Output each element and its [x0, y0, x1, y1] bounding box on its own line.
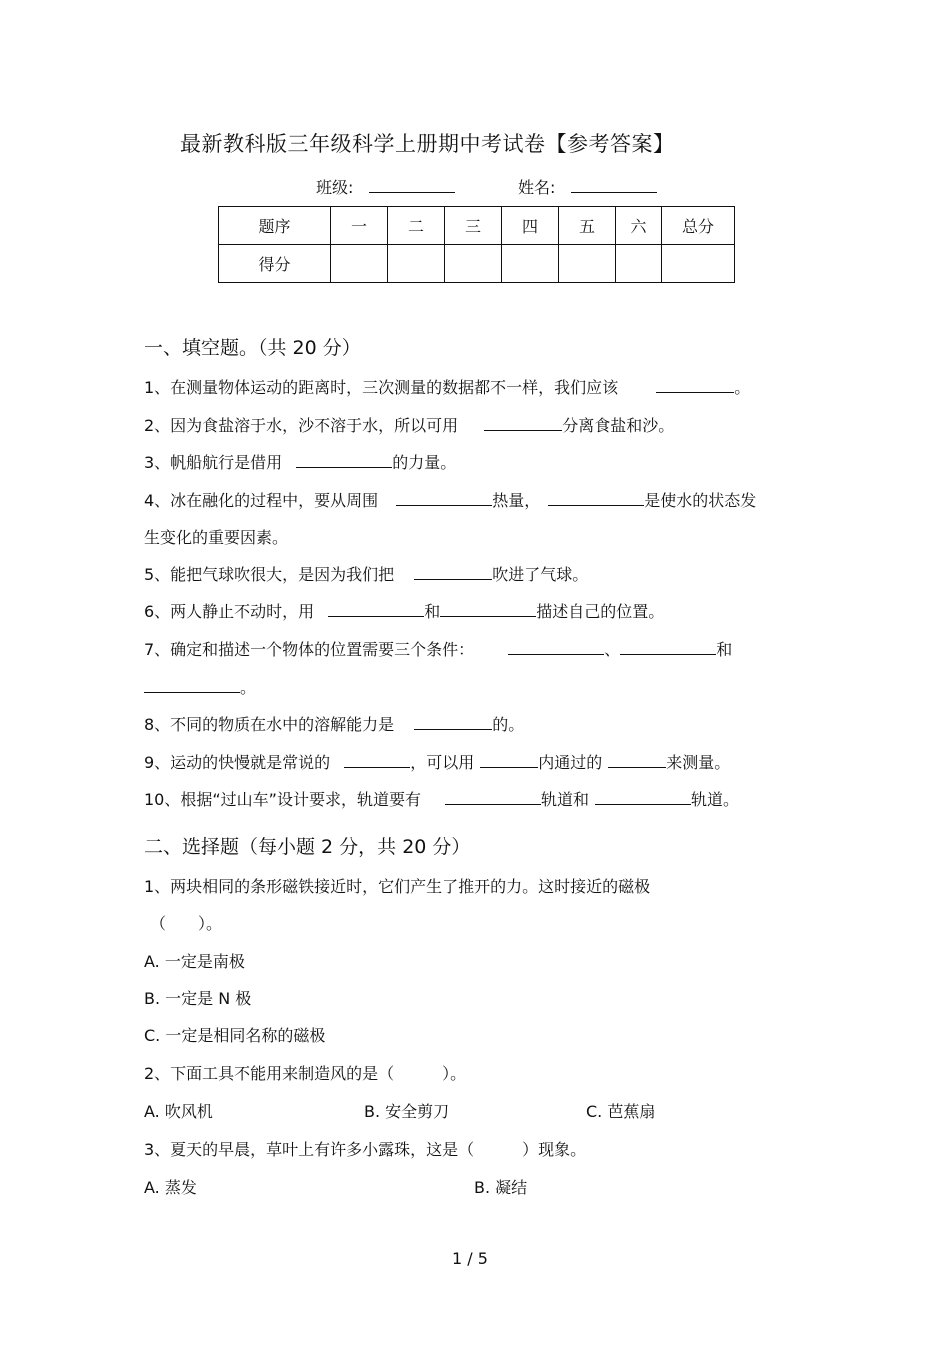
class-field	[316, 175, 455, 198]
question-5: 5、能把气球吹很大，是因为我们把 吹进了气球。	[144, 565, 589, 584]
section-heading-multiple-choice: 二、选择题（每小题 2 分，共 20 分）	[144, 836, 471, 858]
score-table-header-row	[219, 207, 735, 245]
mc-question-1-option-a[interactable]: A. 一定是南极	[144, 952, 245, 971]
answer-blank	[608, 753, 666, 768]
score-header-cell: 总分	[662, 207, 735, 245]
mc-question-3-stem: 3、夏天的早晨，草叶上有许多小露珠，这是（ ）现象。	[144, 1140, 587, 1159]
mc-question-1-answer-paren: （ ）。	[150, 914, 223, 933]
score-table-score-row	[219, 245, 735, 283]
question-4: 4、冰在融化的过程中，要从周围 热量， 是使水的状态发	[144, 491, 757, 510]
answer-blank	[414, 715, 492, 730]
answer-blank	[144, 678, 240, 693]
question-10: 10、根据“过山车”设计要求，轨道要有 轨道和 轨道。	[144, 790, 739, 809]
answer-blank	[396, 491, 492, 506]
score-header-cell: 一	[331, 207, 388, 245]
question-4-continued: 生变化的重要因素。	[144, 528, 289, 547]
mc-question-2-option-c[interactable]: C. 芭蕉扇	[586, 1102, 656, 1121]
answer-blank	[328, 602, 424, 617]
mc-question-2-option-b[interactable]: B. 安全剪刀	[364, 1102, 450, 1121]
answer-blank	[508, 640, 604, 655]
score-cell[interactable]	[445, 245, 502, 283]
name-label: 姓名:	[518, 178, 556, 197]
answer-blank	[440, 602, 536, 617]
answer-blank	[656, 378, 734, 393]
question-2: 2、因为食盐溶于水，沙不溶于水，所以可用 分离食盐和沙。	[144, 416, 675, 435]
mc-question-2-stem: 2、下面工具不能用来制造风的是（ ）。	[144, 1064, 467, 1083]
class-blank	[369, 176, 455, 193]
score-cell[interactable]	[616, 245, 662, 283]
question-8: 8、不同的物质在水中的溶解能力是 的。	[144, 715, 525, 734]
mc-question-1-option-c[interactable]: C. 一定是相同名称的磁极	[144, 1026, 326, 1045]
score-cell[interactable]	[559, 245, 616, 283]
score-header-cell: 五	[559, 207, 616, 245]
answer-blank	[620, 640, 716, 655]
answer-blank	[445, 790, 541, 805]
question-1: 1、在测量物体运动的距离时，三次测量的数据都不一样，我们应该 。	[144, 378, 751, 397]
score-header-cell: 六	[616, 207, 662, 245]
score-cell[interactable]	[502, 245, 559, 283]
question-3: 3、帆船航行是借用 的力量。	[144, 453, 457, 472]
score-cell[interactable]	[388, 245, 445, 283]
question-9: 9、运动的快慢就是常说的 ，可以用 内通过的 来测量。	[144, 753, 731, 772]
score-header-cell: 二	[388, 207, 445, 245]
mc-question-2-option-a[interactable]: A. 吹风机	[144, 1102, 213, 1121]
answer-blank	[548, 491, 644, 506]
page-number: 1 / 5	[452, 1249, 488, 1268]
score-cell[interactable]	[662, 245, 735, 283]
name-blank	[571, 176, 657, 193]
score-cell[interactable]	[331, 245, 388, 283]
score-header-cell: 三	[445, 207, 502, 245]
question-6: 6、两人静止不动时，用 和 描述自己的位置。	[144, 602, 665, 621]
mc-question-3-option-b[interactable]: B. 凝结	[474, 1178, 528, 1197]
score-header-cell: 四	[502, 207, 559, 245]
question-7-continued: 。	[144, 678, 256, 698]
answer-blank	[344, 753, 410, 768]
mc-question-1-stem: 1、两块相同的条形磁铁接近时，它们产生了推开的力。这时接近的磁极	[144, 877, 651, 896]
score-table	[218, 206, 735, 283]
question-7: 7、确定和描述一个物体的位置需要三个条件： 、 和	[144, 640, 733, 659]
answer-blank	[595, 790, 691, 805]
answer-blank	[484, 416, 562, 431]
class-label: 班级:	[316, 178, 354, 197]
name-field	[518, 175, 657, 198]
mc-question-1-option-b[interactable]: B. 一定是 N 极	[144, 989, 252, 1008]
answer-blank	[414, 565, 492, 580]
score-row-label: 得分	[219, 245, 331, 283]
section-heading-fill-in: 一、填空题。（共 20 分）	[144, 337, 361, 359]
score-header-cell: 题序	[219, 207, 331, 245]
answer-blank	[480, 753, 538, 768]
answer-blank	[296, 453, 392, 468]
mc-question-3-option-a[interactable]: A. 蒸发	[144, 1178, 197, 1197]
page-title: 最新教科版三年级科学上册期中考试卷【参考答案】	[180, 132, 675, 156]
